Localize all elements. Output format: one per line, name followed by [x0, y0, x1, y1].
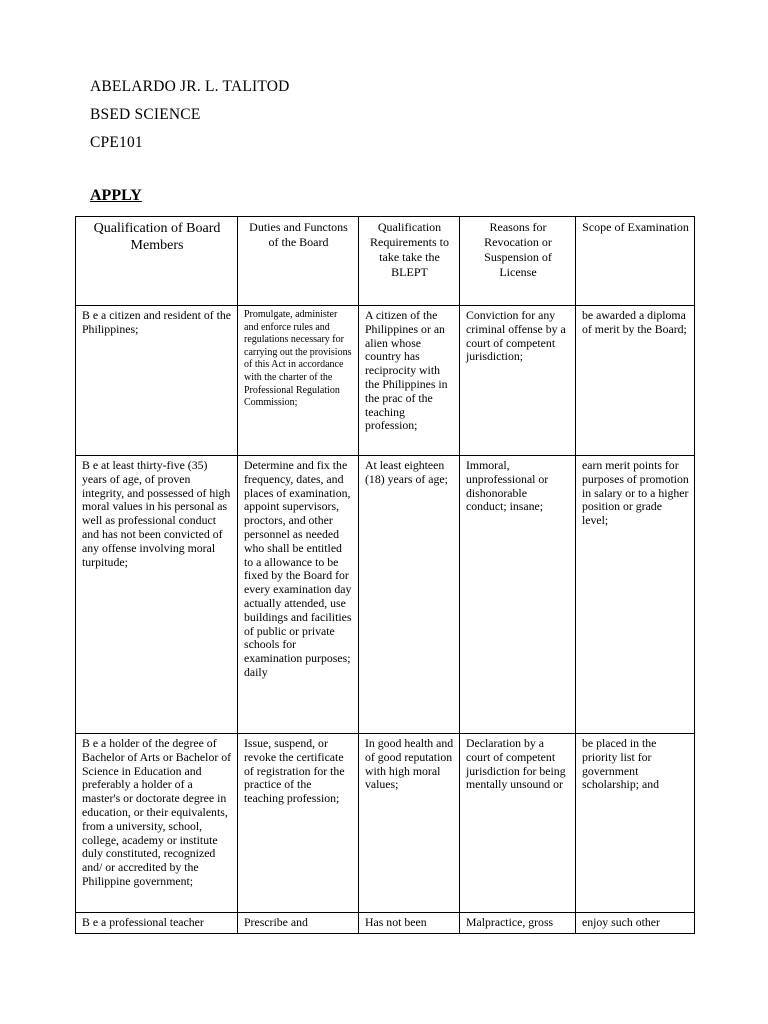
qualification-table — [75, 216, 695, 934]
table-header-row — [76, 217, 695, 306]
table-cell: Prescribe and — [238, 913, 359, 934]
table-row — [76, 456, 695, 734]
header-scope-examination: Scope of Examination — [576, 217, 695, 306]
table-cell: enjoy such other — [576, 913, 695, 934]
header-qualification-requirements: Qualification Requirements to take take the BLEPT — [359, 217, 460, 306]
course-name: BSED SCIENCE — [90, 106, 201, 123]
section-title: APPLY — [90, 187, 142, 204]
table-cell: Has not been — [359, 913, 460, 934]
table-cell: A citizen of the Philippines or an alien whose country has reciprocity with the Philippines in the prac of the teaching profession; — [359, 306, 460, 456]
table-cell: At least eighteen (18) years of age; — [359, 456, 460, 734]
table-cell: earn merit points for purposes of promotion in salary or to a higher position or grade level; — [576, 456, 695, 734]
table-cell: B e a professional teacher — [76, 913, 238, 934]
table-cell: Conviction for any criminal offense by a court of competent jurisdiction; — [460, 306, 576, 456]
course-code: CPE101 — [90, 134, 143, 151]
header-duties-functions: Duties and Functons of the Board — [238, 217, 359, 306]
table-cell: Declaration by a court of competent jurisdiction for being mentally unsound or — [460, 734, 576, 913]
table-cell: Immoral, unprofessional or dishonorable conduct; insane; — [460, 456, 576, 734]
table-cell: B e at least thirty-five (35) years of age, of proven integrity, and possessed of high moral values in his personal as well as professional conduct and has not been convicted of any offense involving moral turpitude; — [76, 456, 238, 734]
header-revocation-reasons: Reasons for Revocation or Suspension of License — [460, 217, 576, 306]
table-cell: be placed in the priority list for government scholarship; and — [576, 734, 695, 913]
table-cell: be awarded a diploma of merit by the Board; — [576, 306, 695, 456]
table-row — [76, 913, 695, 934]
header-qualification-board-members: Qualification of Board Members — [76, 217, 238, 306]
table-cell: Promulgate, administer and enforce rules and regulations necessary for carrying out the provisions of this Act in accordance with the charter of the Professional Regulation Commission; — [238, 306, 359, 456]
table-cell: Malpractice, gross — [460, 913, 576, 934]
table-cell: B e a citizen and resident of the Philippines; — [76, 306, 238, 456]
table-cell: Issue, suspend, or revoke the certificate of registration for the practice of the teaching profession; — [238, 734, 359, 913]
table-row — [76, 734, 695, 913]
author-name: ABELARDO JR. L. TALITOD — [90, 78, 290, 95]
table-cell: Determine and fix the frequency, dates, and places of examination, appoint supervisors, proctors, and other personnel as needed who shall be entitled to a allowance to be fixed by the Board for every examination day actually attended, use buildings and facilities of public or private schools for examination purposes; daily — [238, 456, 359, 734]
table-row — [76, 306, 695, 456]
table-cell: In good health and of good reputation with high moral values; — [359, 734, 460, 913]
table-cell: B e a holder of the degree of Bachelor of Arts or Bachelor of Science in Education and preferably a holder of a master's or doctorate degree in education, or their equivalents, from a university, school, college, academy or institute duly constituted, recognized and/ or accredited by the Philippine government; — [76, 734, 238, 913]
